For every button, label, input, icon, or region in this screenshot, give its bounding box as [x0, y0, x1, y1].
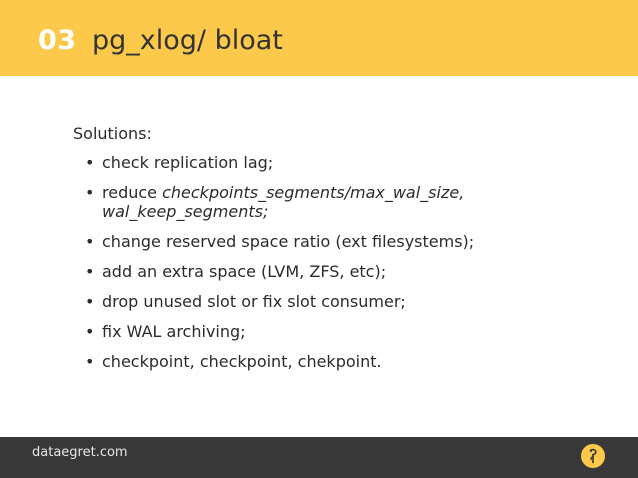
bullet-icon: •	[85, 322, 95, 341]
slide-title: pg_xlog/ bloat	[92, 25, 283, 56]
list-item	[85, 292, 613, 311]
footer-site-link[interactable]: dataegret.com	[32, 445, 128, 460]
list-item	[85, 232, 613, 251]
egret-logo-icon	[581, 444, 605, 468]
list-item-text: check replication lag;	[102, 153, 274, 172]
bullet-icon: •	[85, 232, 95, 251]
bullet-icon: •	[85, 153, 95, 172]
slide-header	[0, 0, 638, 76]
bullet-icon: •	[85, 352, 95, 371]
list-item-text: checkpoint, checkpoint, chekpoint.	[102, 352, 382, 371]
list-item	[85, 153, 613, 172]
list-item-text: drop unused slot or fix slot consumer;	[102, 292, 406, 311]
list-item	[85, 352, 613, 371]
list-item	[85, 322, 613, 341]
bullet-icon: •	[85, 183, 95, 202]
list-item	[85, 183, 613, 221]
slide-footer	[0, 437, 638, 478]
list-item	[85, 262, 613, 281]
bullet-icon: •	[85, 292, 95, 311]
solutions-list	[73, 153, 613, 371]
list-item-text: add an extra space (LVM, ZFS, etc);	[102, 262, 387, 281]
slide-number: 03	[38, 25, 77, 56]
bullet-icon: •	[85, 262, 95, 281]
list-item-text: reduce	[102, 183, 163, 202]
list-item-italic-text: checkpoints_segments/max_wal_size, wal_keep_segments;	[102, 183, 465, 221]
slide-content	[73, 124, 613, 382]
list-item-text: change reserved space ratio (ext filesystems);	[102, 232, 475, 251]
solutions-heading: Solutions:	[73, 124, 152, 143]
list-item-text: fix WAL archiving;	[102, 322, 246, 341]
